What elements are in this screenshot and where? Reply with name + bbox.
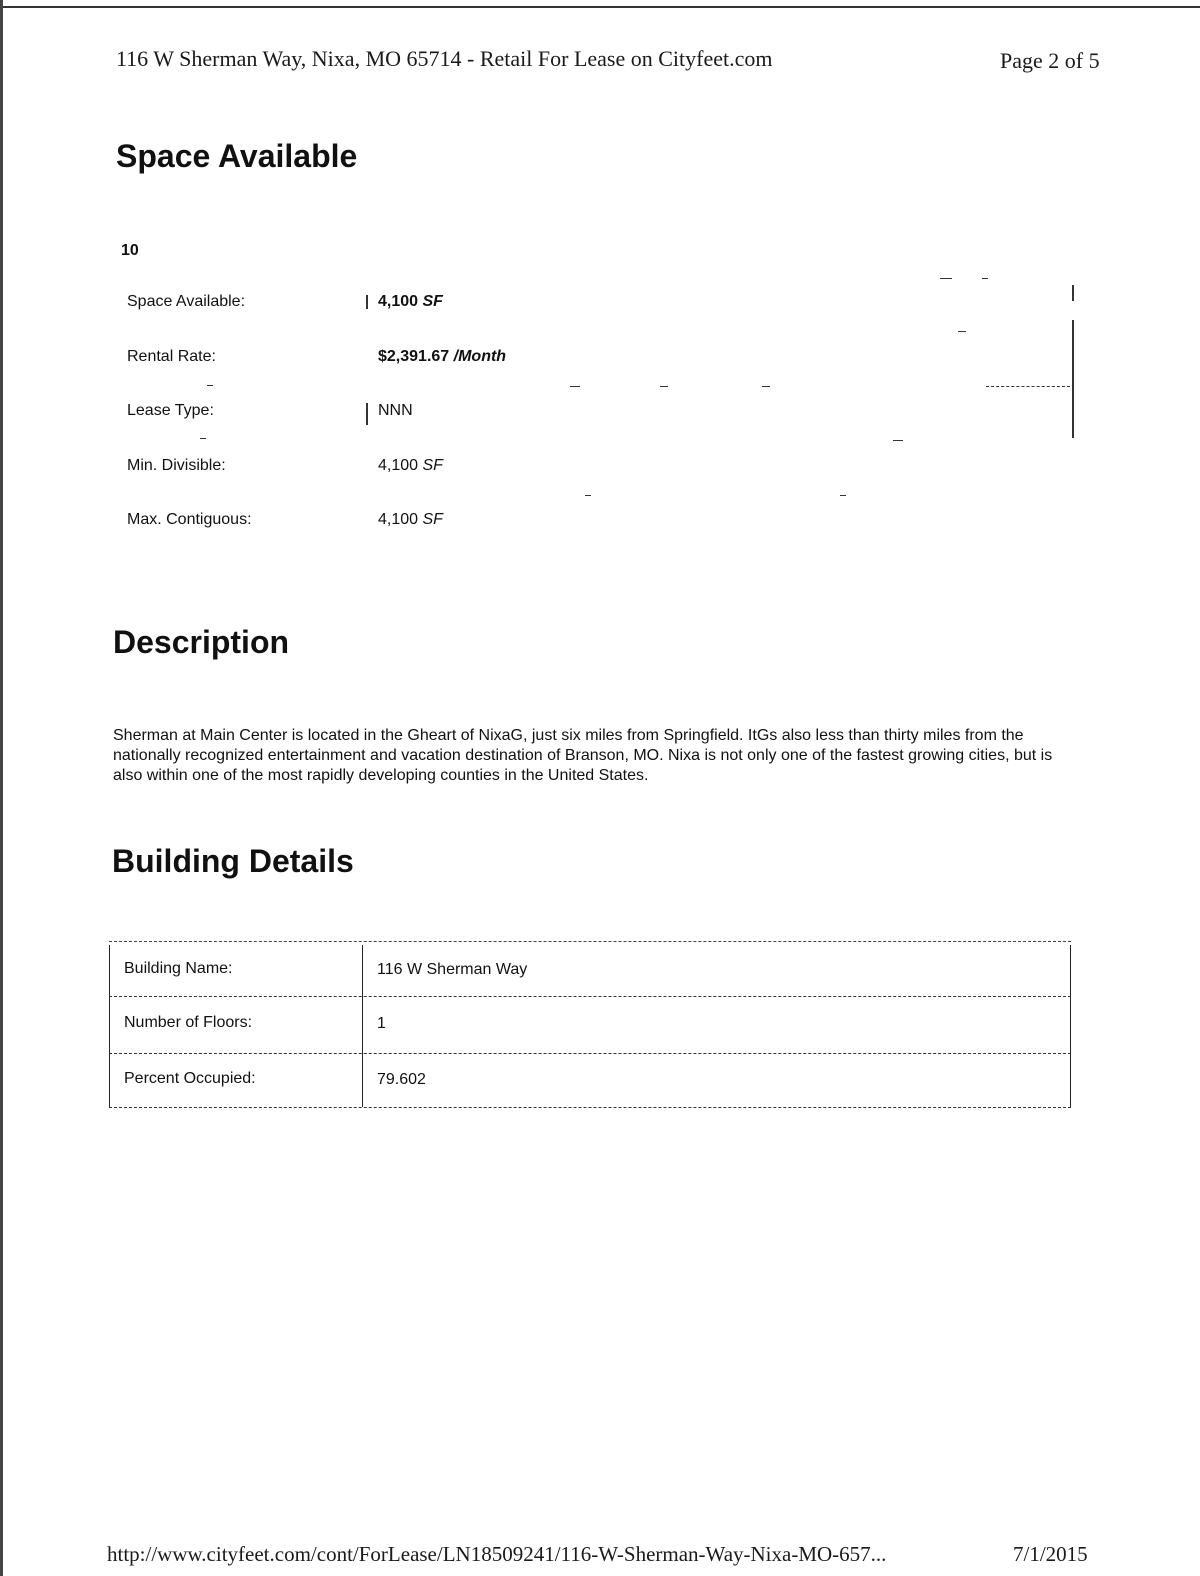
scan-mark [660,386,668,387]
label-percent-occupied: Percent Occupied: [124,1070,256,1087]
scan-mark [1072,285,1074,301]
label-number-of-floors: Number of Floors: [124,1014,253,1031]
value-max-contiguous-unit: SF [422,511,443,528]
unit-number: 10 [121,242,139,259]
value-rental-rate-period: /Month [453,348,507,365]
value-space-available-unit: SF [422,293,443,310]
scan-mark [982,278,988,279]
value-percent-occupied: 79.602 [377,1071,426,1088]
row-rental-rate [127,348,1027,372]
scan-mark [893,440,903,441]
label-space-available: Space Available: [127,293,246,310]
value-space-available [378,293,443,311]
table-row-divider [109,1053,1071,1054]
value-min-divisible-number: 4,100 [378,457,419,474]
section-heading-space-available: Space Available [116,138,358,174]
page-header-title: 116 W Sherman Way, Nixa, MO 65714 - Retail For Lease on Cityfeet.com [116,46,773,71]
page-number: Page 2 of 5 [1000,48,1100,73]
scan-mark [207,385,213,386]
label-rental-rate: Rental Rate: [127,348,216,365]
label-max-contiguous: Max. Contiguous: [127,511,252,528]
footer-url: http://www.cityfeet.com/cont/ForLease/LN18509241/116-W-Sherman-Way-Nixa-MO-657... [107,1542,887,1566]
row-lease-type [127,402,1027,426]
scan-mark [762,386,770,387]
value-min-divisible-unit: SF [422,457,443,474]
section-heading-building-details: Building Details [112,843,354,879]
scan-mark [940,278,952,279]
scan-mark [570,386,580,387]
row-max-contiguous [127,511,1027,535]
value-space-available-number: 4,100 [378,293,419,310]
row-min-divisible [127,457,1027,481]
value-lease-type: NNN [378,402,413,419]
value-number-of-floors: 1 [377,1015,386,1032]
value-rental-rate [378,348,506,366]
label-lease-type: Lease Type: [127,402,214,419]
value-building-name: 116 W Sherman Way [377,961,528,978]
scan-mark [840,495,846,496]
table-border-bottom [109,1107,1071,1108]
building-details-table [109,945,1071,1107]
table-row-divider [109,996,1071,997]
label-building-name: Building Name: [124,960,233,977]
scan-left-edge [0,0,3,1576]
section-heading-description: Description [113,624,290,660]
scan-top-edge [0,0,1200,8]
scan-mark [366,403,368,425]
table-border-right [1070,945,1071,1107]
value-rental-rate-amount: $2,391.67 [378,348,450,365]
table-column-divider [362,945,363,1107]
value-max-contiguous [378,511,443,529]
table-border-top [109,941,1071,942]
label-min-divisible: Min. Divisible: [127,457,226,474]
scan-mark [986,386,1070,388]
description-paragraph: Sherman at Main Center is located in the Gheart of NixaG, just six miles from Springfield. ItGs also less than thirty miles from the nationally recognized entertainment and vacation destination of Branson, MO. Nixa is not only one of the fastest growing cities, but is also within one of the most rapidly developing counties in the United States. [113,727,1053,784]
scan-mark [200,438,206,439]
scan-mark [958,331,966,332]
value-min-divisible [378,457,443,475]
scan-mark [366,295,368,309]
scan-mark [585,495,591,496]
row-space-available [127,293,1027,317]
scan-mark [1072,320,1074,438]
footer-date: 7/1/2015 [1013,1542,1088,1566]
table-border-left [109,945,110,1107]
value-max-contiguous-number: 4,100 [378,511,419,528]
